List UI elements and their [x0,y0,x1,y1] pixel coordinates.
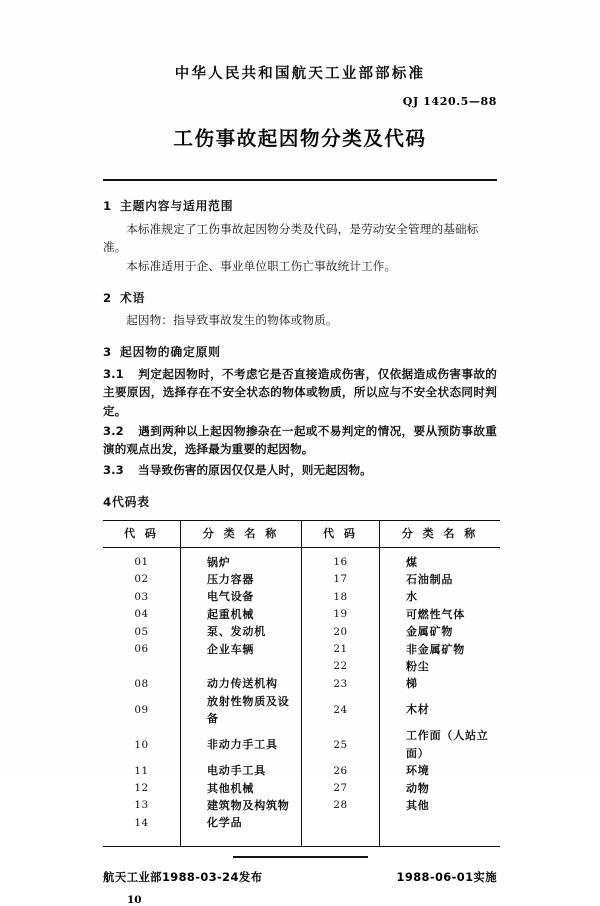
column-header-code-left: 代 码 [103,520,181,547]
cell-name-left: 压力容器 [181,571,302,588]
clause-text-3-2: 遇到两种以上起因物掺杂在一起或不易判定的情况，要从预防事故重演的观点出发，选择最为重要的起因物。 [103,424,497,457]
table-row [103,675,500,692]
section-heading-2 [103,289,497,308]
section-title-3: 起因物的确定原则 [120,344,221,359]
cell-name-right: 木材 [406,703,430,717]
cell-code-left: 11 [103,762,181,779]
table-row [103,571,500,588]
section-2-paragraph-1: 起因物：指导致事故发生的物体或物质。 [126,313,338,328]
clause-3-2 [103,422,497,459]
cell-name-right: 工作面（人站立面） [406,729,489,760]
cell-code-left: 14 [103,814,181,831]
cell-name-right: 石油制品 [406,573,454,586]
cell-code-right: 25 [302,727,380,762]
cell-name-left: 动力传送机构 [181,675,302,692]
cell-name-right: 其他 [406,798,430,812]
table-header [103,520,500,547]
cell-name-right: 非金属矿物 [406,642,465,656]
cell-code-left: 12 [103,780,181,797]
cell-code-right: 17 [302,571,380,588]
cell-name-left: 建筑物及构筑物 [181,797,302,814]
page-number: 10 [127,893,142,906]
table-row [103,588,500,605]
header-divider [103,179,497,181]
section-number-2: 2 [103,290,113,305]
cell-name-left: 锅炉 [181,547,302,571]
table-footer [103,832,500,847]
cell-name-right: 动物 [406,781,430,795]
footer-cell-2 [181,832,302,847]
table-row [103,797,500,814]
cell-name-left: 电动手工具 [181,762,302,779]
cell-code-right: 18 [302,588,380,605]
table-row [103,606,500,623]
section-heading-3 [103,343,497,362]
cell-name-left: 其他机械 [181,780,302,797]
section-number-4: 4 [103,495,113,509]
page-content [103,0,497,906]
clause-text-3-3: 当导致伤害的原因仅仅是人时，则无起因物。 [138,462,372,477]
cell-name-left: 电气设备 [181,588,302,605]
effective-date: 1988-06-01实施 [396,869,497,884]
cell-code-right: 16 [302,547,380,571]
table-row [103,623,500,640]
cell-code-right: 20 [302,623,380,640]
document-body [103,197,497,847]
standard-number: QJ 1420.5—88 [402,95,497,108]
footer-cell-3 [302,832,380,847]
footer-divider [233,856,368,858]
cell-code-left: 09 [103,693,181,728]
cell-name-left: 放射性物质及设备 [181,693,302,728]
issue-date: 航天工业部1988-03-24发布 [103,869,263,884]
cell-name-right: 可燃性气体 [406,607,465,621]
clause-number-3-3: 3.3 [103,462,124,477]
table-header-row [103,520,500,547]
cell-code-left: 01 [103,547,181,571]
cell-name-right: 煤 [406,555,418,569]
cell-code-left: 03 [103,588,181,605]
cell-code-right: 21 [302,641,380,658]
section-title-2: 术语 [120,290,146,305]
table-body [103,547,500,832]
page-footer [103,869,497,885]
cell-code-right [302,814,380,831]
clause-text-3-1: 判定起因物时，不考虑它是否直接造成伤害，仅依据造成伤害事故的主要原因，选择存在不安全状态的物体或物质，所以应与不安全状态同时判定。 [103,367,497,418]
section-title-4: 代码表 [112,495,150,509]
cell-name-left: 企业车辆 [181,641,302,658]
cell-code-left [103,658,181,675]
cell-code-left: 02 [103,571,181,588]
clause-3-3 [103,461,497,479]
column-header-name-right: 分 类 名 称 [380,520,501,547]
cell-name-left: 非动力手工具 [181,727,302,762]
column-header-code-right: 代 码 [302,520,380,547]
table-row [103,727,500,762]
issuing-organization: 中华人民共和国航天工业部部标准 [174,66,426,82]
page-title: 工伤事故起因物分类及代码 [173,127,427,150]
cell-name-right: 金属矿物 [406,625,454,639]
section-heading-4 [103,493,497,512]
section-number-1: 1 [103,199,113,213]
table-row [103,780,500,797]
cell-name-left: 化学品 [181,814,302,831]
section-1-paragraph-1: 本标准规定了工伤事故起因物分类及代码，是劳动安全管理的基础标准。 [103,221,479,254]
section-heading-1 [103,197,497,216]
table-row [103,547,500,571]
section-title-1: 主题内容与适用范围 [120,199,234,213]
table-row [103,693,500,728]
cell-code-left: 06 [103,641,181,658]
cell-name-left [181,658,302,675]
cell-name-right: 梯 [406,677,418,691]
section-number-3: 3 [103,344,113,359]
cell-code-right: 19 [302,606,380,623]
table-row [103,814,500,831]
standard-number-row [103,95,497,117]
cell-name-right: 水 [406,590,418,604]
cell-code-right: 23 [302,675,380,692]
cell-code-left: 10 [103,727,181,762]
table-row [103,641,500,658]
footer-cell-1 [103,832,181,847]
clause-number-3-2: 3.2 [103,424,124,439]
cell-name-right: 环境 [406,764,430,778]
footer-cell-4 [380,832,501,847]
cell-name-left: 起重机械 [181,606,302,623]
column-header-name-left: 分 类 名 称 [181,520,302,547]
section-1-paragraph-2: 本标准适用于企、事业单位职工伤亡事故统计工作。 [126,259,397,274]
table-row [103,762,500,779]
cell-code-left: 05 [103,623,181,640]
cell-code-left: 04 [103,606,181,623]
cell-code-left: 08 [103,675,181,692]
masthead [103,0,497,151]
cell-code-left: 13 [103,797,181,814]
cell-name-left: 泵、发动机 [181,623,302,640]
cell-code-right: 22 [302,658,380,675]
table-row [103,658,500,675]
classification-code-table [103,520,500,847]
clause-3-1 [103,365,497,420]
cell-code-right: 27 [302,780,380,797]
cell-code-right: 26 [302,762,380,779]
cell-code-right: 28 [302,797,380,814]
cell-code-right: 24 [302,693,380,728]
clause-number-3-1: 3.1 [103,367,124,382]
cell-name-right [380,814,501,831]
table-footer-row [103,832,500,847]
cell-name-right: 粉尘 [406,659,430,673]
